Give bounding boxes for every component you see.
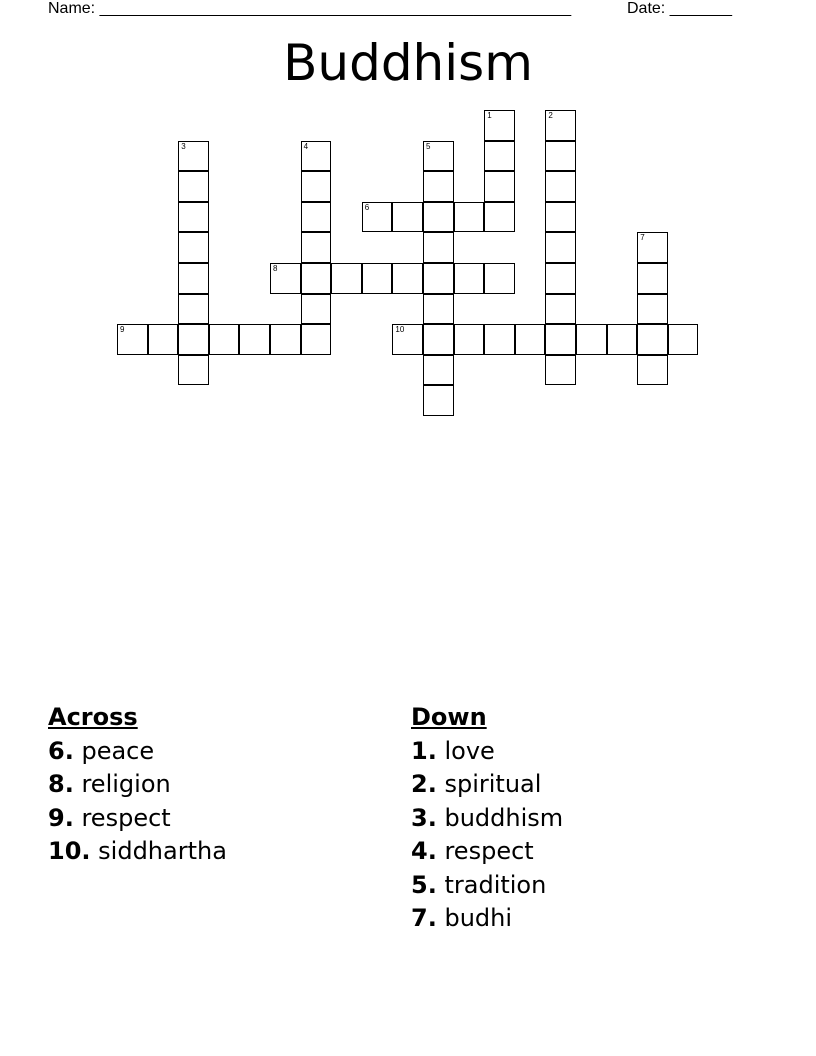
crossword-cell[interactable] <box>209 324 240 355</box>
crossword-cell[interactable] <box>331 263 362 294</box>
crossword-cell[interactable] <box>423 141 454 172</box>
clue-text: love <box>444 736 495 765</box>
clue-across-6 <box>48 735 227 769</box>
cell-number: 3 <box>181 141 186 151</box>
clue-number: 6. <box>48 736 74 765</box>
clue-across-9 <box>48 802 227 836</box>
clue-down-5 <box>411 869 563 903</box>
clue-number: 2. <box>411 770 437 798</box>
crossword-cell[interactable] <box>423 202 454 233</box>
crossword-cell[interactable] <box>423 294 454 325</box>
clue-text: budhi <box>444 904 513 932</box>
crossword-cell[interactable] <box>270 324 301 355</box>
crossword-cell[interactable] <box>178 202 209 233</box>
crossword-cell[interactable] <box>637 232 668 263</box>
clue-text: buddhism <box>444 803 564 832</box>
crossword-cell[interactable] <box>668 324 699 355</box>
crossword-cell[interactable] <box>545 202 576 233</box>
down-clues <box>411 701 563 936</box>
crossword-cell[interactable] <box>545 232 576 263</box>
crossword-cell[interactable] <box>301 171 332 202</box>
crossword-cell[interactable] <box>392 324 423 355</box>
across-clues <box>48 701 227 869</box>
clue-number: 7. <box>411 904 437 932</box>
crossword-cell[interactable] <box>637 324 668 355</box>
crossword-cell[interactable] <box>423 355 454 386</box>
across-heading: Across <box>48 703 138 731</box>
clue-number: 5. <box>411 870 437 899</box>
clue-down-7 <box>411 902 563 936</box>
clue-text: respect <box>444 837 534 865</box>
crossword-cell[interactable] <box>423 232 454 263</box>
crossword-cell[interactable] <box>178 232 209 263</box>
crossword-cell[interactable] <box>545 110 576 141</box>
clue-down-1 <box>411 735 563 769</box>
clue-across-10 <box>48 835 227 869</box>
clue-number: 9. <box>48 803 74 832</box>
clue-number: 1. <box>411 736 437 765</box>
crossword-cell[interactable] <box>484 141 515 172</box>
clue-text: respect <box>81 803 171 832</box>
crossword-cell[interactable] <box>178 141 209 172</box>
crossword-cell[interactable] <box>178 171 209 202</box>
crossword-cell[interactable] <box>239 324 270 355</box>
cell-number: 4 <box>303 141 309 151</box>
crossword-cell[interactable] <box>301 141 332 172</box>
page-title: Buddhism <box>283 34 533 92</box>
cell-number: 9 <box>120 325 125 335</box>
clue-text: spiritual <box>444 770 542 798</box>
clue-down-2 <box>411 768 563 802</box>
clue-text: religion <box>81 770 171 798</box>
cell-number: 1 <box>487 111 492 120</box>
date-label: Date: <box>627 0 666 17</box>
clue-across-8 <box>48 768 227 802</box>
crossword-cell[interactable] <box>270 263 301 294</box>
crossword-cell[interactable] <box>515 324 546 355</box>
crossword-cell[interactable] <box>576 324 607 355</box>
crossword-cell[interactable] <box>484 171 515 202</box>
clue-down-3 <box>411 802 563 836</box>
crossword-cell[interactable] <box>178 263 209 294</box>
clue-text: tradition <box>444 870 547 899</box>
down-heading: Down <box>411 703 487 731</box>
crossword-cell[interactable] <box>484 324 515 355</box>
crossword-cell[interactable] <box>178 324 209 355</box>
crossword-cell[interactable] <box>362 202 393 233</box>
crossword-cell[interactable] <box>392 202 423 233</box>
clue-number: 3. <box>411 803 437 832</box>
crossword-cell[interactable] <box>484 263 515 294</box>
clue-text: peace <box>81 736 155 765</box>
cell-number: 5 <box>426 141 431 151</box>
cell-number: 7 <box>640 233 645 243</box>
crossword-cell[interactable] <box>301 324 332 355</box>
crossword-cell[interactable] <box>301 294 332 325</box>
clue-down-4 <box>411 835 563 869</box>
crossword-cell[interactable] <box>423 385 454 416</box>
crossword-cell[interactable] <box>423 324 454 355</box>
crossword-cell[interactable] <box>178 355 209 386</box>
cell-number: 6 <box>364 202 370 212</box>
clue-number: 4. <box>411 837 437 865</box>
crossword-cell[interactable] <box>392 263 423 294</box>
cell-number: 2 <box>548 111 553 120</box>
crossword-cell[interactable] <box>545 294 576 325</box>
crossword-cell[interactable] <box>545 263 576 294</box>
crossword-cell[interactable] <box>301 202 332 233</box>
crossword-cell[interactable] <box>637 294 668 325</box>
crossword-cell[interactable] <box>545 141 576 172</box>
date-blank: _______ <box>669 0 732 17</box>
crossword-cell[interactable] <box>178 294 209 325</box>
crossword-cell[interactable] <box>148 324 179 355</box>
crossword-cell[interactable] <box>423 171 454 202</box>
crossword-cell[interactable] <box>117 324 148 355</box>
name-label: Name: <box>48 0 96 17</box>
cell-number: 8 <box>273 264 278 273</box>
crossword-cell[interactable] <box>545 171 576 202</box>
crossword-cell[interactable] <box>454 202 485 233</box>
clue-number: 8. <box>48 770 74 798</box>
crossword-cell[interactable] <box>545 355 576 386</box>
crossword-cell[interactable] <box>607 324 638 355</box>
crossword-cell[interactable] <box>484 110 515 141</box>
clue-text: siddhartha <box>98 837 227 865</box>
cell-number: 10 <box>395 325 405 335</box>
crossword-cell[interactable] <box>637 263 668 294</box>
clue-number: 10. <box>48 837 91 865</box>
name-blank: _____________________________________________________ <box>99 0 572 17</box>
crossword-cell[interactable] <box>484 202 515 233</box>
crossword-cell[interactable] <box>301 263 332 294</box>
crossword-cell[interactable] <box>545 324 576 355</box>
crossword-grid <box>0 0 816 430</box>
crossword-cell[interactable] <box>454 324 485 355</box>
crossword-cell[interactable] <box>454 263 485 294</box>
crossword-cell[interactable] <box>301 232 332 263</box>
crossword-cell[interactable] <box>423 263 454 294</box>
crossword-cell[interactable] <box>362 263 393 294</box>
crossword-cell[interactable] <box>637 355 668 386</box>
